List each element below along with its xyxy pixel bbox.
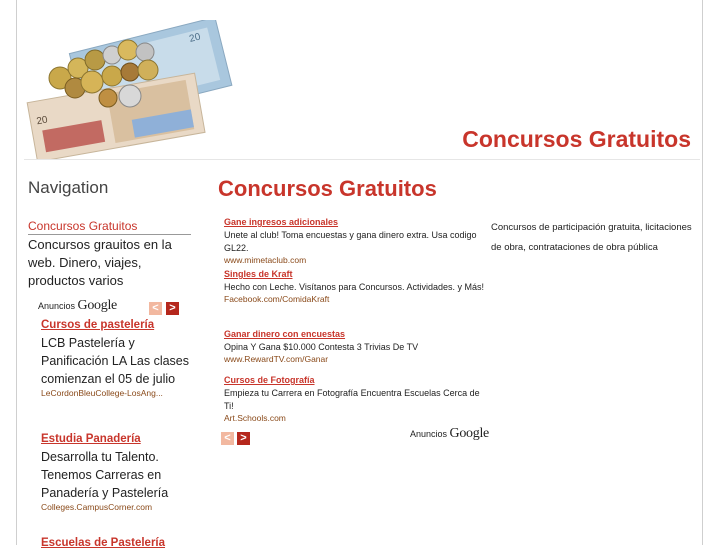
next-ad-arrow-icon[interactable]: > <box>237 432 250 445</box>
left-ad-desc: Desarrolla tu Talento. Tenemos Carreras en Panadería y Pastelería <box>41 450 169 500</box>
main-ad-title[interactable]: Ganar dinero con encuestas <box>224 329 346 339</box>
main-ad-4 <box>224 375 486 423</box>
side-description: Concursos de participación gratuita, licitaciones de obra, contrataciones de obra pública <box>491 222 692 253</box>
svg-text:20: 20 <box>35 114 49 128</box>
main-ad-title[interactable]: Gane ingresos adicionales <box>224 217 339 227</box>
prev-ad-arrow-icon[interactable]: < <box>221 432 234 445</box>
left-ad-2 <box>41 433 191 512</box>
ads-label-prefix: Anuncios <box>410 429 448 439</box>
main-ad-desc: Unete al club! Toma encuestas y gana dinero extra. Usa codigo GL22. <box>224 230 477 253</box>
page-left-border <box>16 0 17 545</box>
left-ad-url[interactable]: Colleges.CampusCorner.com <box>41 502 153 512</box>
left-ad-1 <box>41 319 191 398</box>
main-ad-1 <box>224 217 486 265</box>
main-ad-title[interactable]: Cursos de Fotografía <box>224 375 315 385</box>
ads-label-prefix: Anuncios <box>38 301 76 311</box>
main-ad-url[interactable]: Art.Schools.com <box>224 413 286 423</box>
ads-by-google-label[interactable] <box>38 298 117 314</box>
main-ad-title[interactable]: Singles de Kraft <box>224 269 293 279</box>
left-ads-pager <box>149 298 183 316</box>
left-ad-title[interactable]: Escuelas de Pastelería <box>41 537 166 549</box>
ads-by-google-label[interactable] <box>410 426 489 442</box>
left-ad-desc: LCB Pastelería y Panificación LA Las clases comienzan el 05 de julio <box>41 336 190 386</box>
left-ad-title[interactable]: Estudia Panadería <box>41 433 141 445</box>
nav-description: Concursos grauitos en la web. Dinero, viajes, productos varios <box>28 237 172 288</box>
main-ad-desc: Opina Y Gana $10.000 Contesta 3 Trivias De TV <box>224 342 419 352</box>
main-ad-url[interactable]: www.mimetaclub.com <box>224 255 307 265</box>
left-ad-3 <box>41 537 191 549</box>
navigation-heading: Navigation <box>28 178 109 197</box>
nav-divider <box>28 234 191 235</box>
prev-ad-arrow-icon[interactable]: < <box>149 302 162 315</box>
money-banner-image <box>20 20 240 160</box>
main-ad-desc: Hecho con Leche. Visítanos para Concursos. Actividades. y Más! <box>224 282 484 292</box>
left-ad-title[interactable]: Cursos de pastelería <box>41 319 155 331</box>
main-ad-desc: Empieza tu Carrera en Fotografía Encuentra Escuelas Cerca de Ti! <box>224 388 480 411</box>
svg-text:20: 20 <box>188 31 202 45</box>
page-right-border <box>702 0 703 545</box>
main-ads-pager <box>221 428 253 446</box>
next-ad-arrow-icon[interactable]: > <box>166 302 179 315</box>
header-divider <box>24 159 700 160</box>
page-title: Concursos Gratuitos <box>218 176 437 201</box>
site-title[interactable]: Concursos Gratuitos <box>462 126 691 152</box>
google-logo: Google <box>77 298 117 313</box>
main-ad-2 <box>224 269 486 304</box>
google-logo: Google <box>449 426 489 441</box>
nav-link-concursos[interactable]: Concursos Gratuitos <box>28 219 138 233</box>
main-ad-url[interactable]: www.RewardTV.com/Ganar <box>224 354 329 364</box>
main-ad-url[interactable]: Facebook.com/ComidaKraft <box>224 294 330 304</box>
main-ad-3 <box>224 329 486 364</box>
left-ad-url[interactable]: LeCordonBleuCollege-LosAng... <box>41 388 163 398</box>
